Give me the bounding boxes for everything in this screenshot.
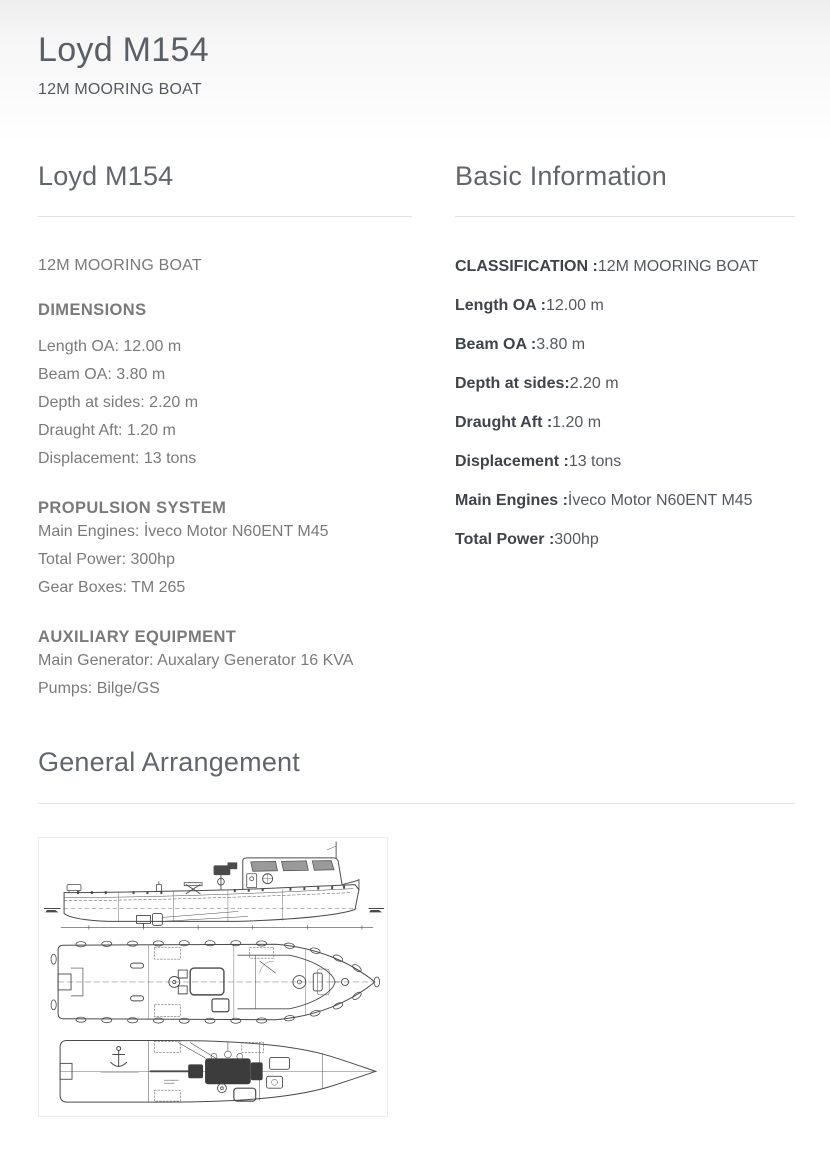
spec-line-main-generator: Main Generator: Auxalary Generator 16 KVA [38,652,354,670]
side-profile-view [44,842,384,929]
basic-information-divider [455,216,795,217]
overview-divider [38,216,412,217]
info-label: CLASSIFICATION : [455,258,598,276]
info-value: 1.20 m [552,414,602,432]
general-arrangement-divider [38,803,795,804]
overview-heading: Loyd M154 [38,160,174,191]
info-row-classification [455,259,795,275]
info-value: İveco Motor N60ENT M45 [567,492,753,510]
dimensions-lines [38,333,412,473]
auxiliary-lines [38,647,412,703]
spec-line-depth-at-sides: Depth at sides: 2.20 m [38,394,199,412]
info-label: Main Engines : [455,492,568,510]
info-row-length-oa [455,298,795,314]
info-label: Depth at sides: [455,375,570,393]
overview-column [38,160,412,703]
info-label: Total Power : [455,531,555,549]
overview-classification: 12M MOORING BOAT [38,257,202,275]
info-row-total-power [455,532,795,548]
info-value: 300hp [554,531,599,549]
spec-line-main-engines: Main Engines: İveco Motor N60ENT M45 [38,523,329,541]
page-subtitle: 12M MOORING BOAT [38,80,202,98]
basic-information-column [455,160,795,548]
spec-line-total-power: Total Power: 300hp [38,551,175,569]
info-label: Beam OA : [455,336,537,354]
info-value: 13 tons [568,453,622,471]
spec-line-beam-oa: Beam OA: 3.80 m [38,366,166,384]
basic-information-rows [455,259,795,548]
spec-line-gear-boxes: Gear Boxes: TM 265 [38,579,186,597]
main-deck-plan-view [51,940,380,1023]
page-title: Loyd M154 [38,31,209,69]
info-value: 12.00 m [545,297,604,315]
dimensions-heading: DIMENSIONS [38,301,147,320]
general-arrangement-drawing[interactable] [38,837,388,1117]
general-arrangement-heading: General Arrangement [38,747,300,778]
info-row-main-engines [455,493,795,509]
info-label: Displacement : [455,453,569,471]
basic-information-heading: Basic Information [455,160,667,191]
below-deck-plan-view [60,1040,376,1102]
spec-line-draught-aft: Draught Aft: 1.20 m [38,422,176,440]
info-value: 12M MOORING BOAT [597,258,759,276]
page-header [38,30,795,99]
info-label: Length OA : [455,297,546,315]
auxiliary-heading: AUXILIARY EQUIPMENT [38,628,237,647]
propulsion-lines [38,518,412,602]
spec-columns [38,160,795,703]
info-row-depth-at-sides [455,376,795,392]
spec-line-displacement: Displacement: 13 tons [38,450,197,468]
spec-line-pumps: Pumps: Bilge/GS [38,680,160,698]
general-arrangement-section [38,746,795,1116]
info-label: Draught Aft : [455,414,553,432]
info-row-displacement [455,454,795,470]
info-row-draught-aft [455,415,795,431]
info-row-beam-oa [455,337,795,353]
info-value: 2.20 m [569,375,619,393]
info-value: 3.80 m [536,336,586,354]
spec-line-length-oa: Length OA: 12.00 m [38,338,182,356]
propulsion-heading: PROPULSION SYSTEM [38,499,227,518]
